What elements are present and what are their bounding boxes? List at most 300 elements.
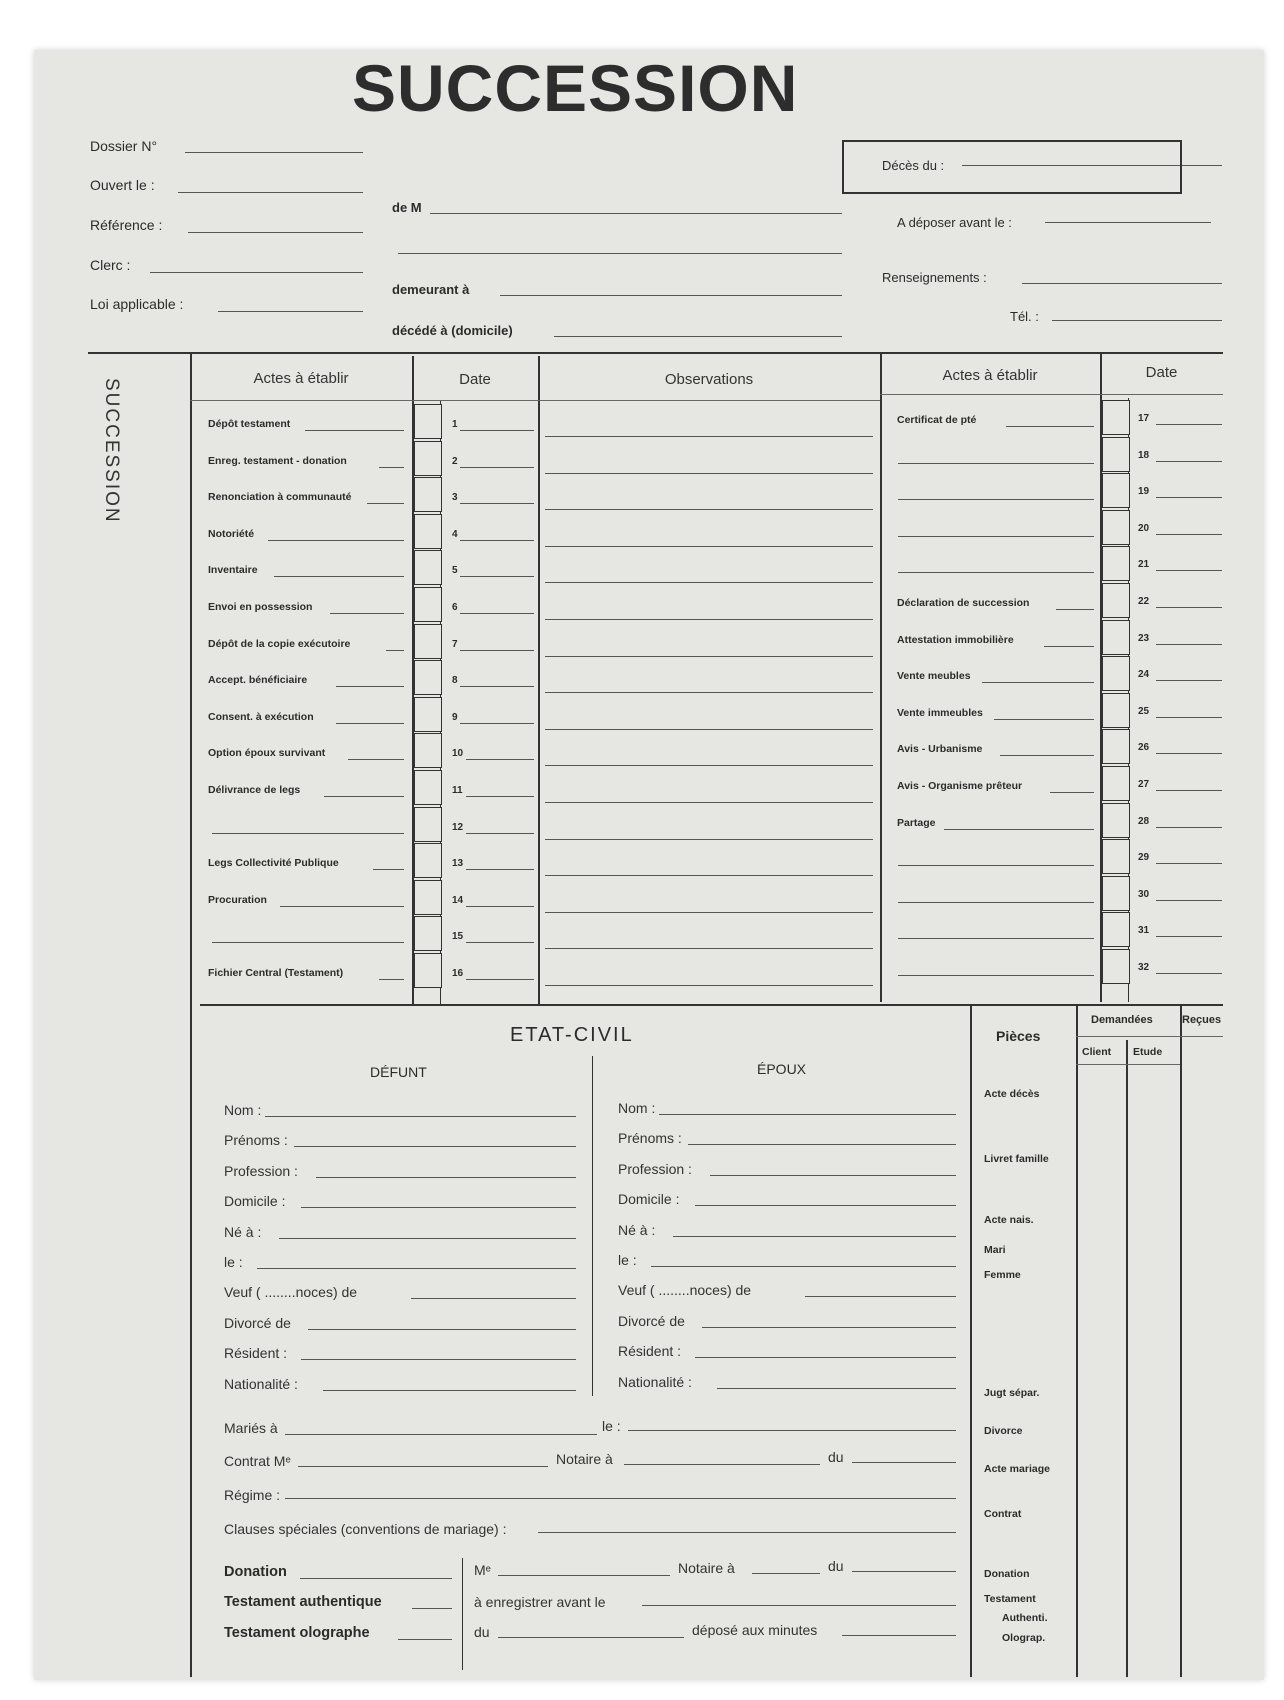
donation-label: Donation [224,1564,287,1580]
left-row-number: 9 [452,711,458,723]
donation-me-label: Mᵉ [474,1562,491,1578]
right-acte-line[interactable] [898,572,1094,573]
left-acte-line[interactable] [212,833,404,834]
right-row-number: 20 [1138,522,1150,534]
col-date-right-header: Date [1145,364,1178,381]
contrat-notaire-field[interactable] [624,1464,820,1465]
right-row-number: 22 [1138,596,1150,607]
left-acte-line[interactable] [330,613,404,614]
right-acte-line[interactable] [898,463,1094,464]
right-date-line[interactable] [1156,753,1222,754]
observation-line[interactable] [545,656,873,657]
right-acte-line[interactable] [1056,609,1094,610]
right-acte-label: Attestation immobilière [897,633,1014,646]
pieces-item: Acte décès [984,1088,1040,1100]
table-top-rule [88,352,1223,354]
de-m-field[interactable] [430,213,842,214]
right-row-number: 19 [1138,486,1150,498]
right-checkbox[interactable] [1102,510,1130,545]
contrat-label: Contrat Mᵉ [224,1453,291,1469]
defunt-field-label: Profession : [224,1162,298,1179]
page-title: SUCCESSION [352,51,799,125]
epoux-field-label: Divorcé de [618,1312,685,1329]
left-date-line[interactable] [460,613,534,614]
deposer-box [842,140,1182,194]
defunt-field-label: Nom : [224,1102,262,1118]
left-checkbox[interactable] [414,550,442,585]
left-acte-line[interactable] [379,979,404,980]
left-row-number: 6 [452,602,458,613]
right-checkbox[interactable] [1102,912,1130,947]
right-date-line[interactable] [1156,570,1222,571]
right-acte-label: Avis - Organisme prêteur [897,780,1023,792]
observation-line[interactable] [545,912,873,913]
left-acte-line[interactable] [367,503,404,504]
defunt-field-line[interactable] [294,1146,576,1147]
right-row-number: 30 [1138,888,1150,900]
etat-civil-top-rule [200,1004,1223,1006]
right-checkbox[interactable] [1102,803,1130,838]
col-actes-header: Actes à établir [253,370,349,387]
right-acte-label: Certificat de pté [897,414,977,426]
col-rule-2 [538,356,540,1006]
defunt-field-line[interactable] [316,1177,576,1178]
right-acte-line[interactable] [898,975,1094,976]
observation-line[interactable] [545,509,873,510]
de-m-field-2[interactable] [398,253,842,254]
left-row-number: 13 [452,858,464,870]
tel-label: Tél. : [1010,309,1039,324]
left-row-number: 16 [452,968,464,979]
left-acte-label: Dépôt testament [208,418,291,430]
epoux-field-line[interactable] [688,1144,956,1145]
left-acte-line[interactable] [324,796,404,797]
right-date-line[interactable] [1156,680,1222,681]
right-row-number: 26 [1138,742,1150,754]
right-date-line[interactable] [1156,461,1222,462]
left-acte-label: Enreg. testament - donation [208,454,347,467]
pieces-header-rule [1076,1036,1223,1037]
donation-du-field[interactable] [852,1571,956,1572]
epoux-field-label: Nationalité : [618,1373,692,1390]
left-acte-line[interactable] [379,467,404,468]
right-checkbox[interactable] [1102,437,1130,472]
observation-line[interactable] [545,729,873,730]
left-checkbox[interactable] [414,441,442,476]
right-acte-line[interactable] [1000,755,1094,756]
left-row-number: 12 [452,821,464,833]
demandees-header: Demandées [1091,1014,1153,1026]
client-header: Client [1082,1046,1112,1058]
right-acte-line[interactable] [944,829,1094,830]
observation-line[interactable] [545,875,873,876]
left-date-line[interactable] [466,906,534,907]
right-acte-line[interactable] [898,938,1094,939]
depose-label: déposé aux minutes [692,1622,818,1638]
left-acte-line[interactable] [336,686,404,687]
left-row-number: 10 [452,748,464,760]
enregistrer-field[interactable] [642,1605,956,1606]
etude-header: Etude [1133,1046,1163,1058]
left-row-number: 3 [452,492,458,504]
pieces-item: Contrat [984,1508,1022,1520]
right-row-number: 28 [1138,815,1150,827]
demeurant-label: demeurant à [392,282,470,297]
depose-field[interactable] [842,1635,956,1636]
left-checkbox[interactable] [414,477,442,512]
right-checkbox[interactable] [1102,766,1130,801]
right-acte-line[interactable] [1050,792,1094,793]
maries-field[interactable] [285,1434,597,1435]
left-acte-label: Envoi en possession [208,601,313,613]
defunt-field-line[interactable] [308,1329,576,1330]
left-checkbox[interactable] [414,880,442,915]
demeurant-field[interactable] [500,295,842,296]
observation-line[interactable] [545,948,873,949]
right-acte-line[interactable] [898,865,1094,866]
epoux-field-label: Résident : [618,1343,682,1360]
contrat-du-label: du [828,1449,844,1465]
observation-line[interactable] [545,692,873,693]
left-date-line[interactable] [460,686,534,687]
pieces-item: Donation [984,1568,1030,1580]
clerc-label: Clerc : [90,257,131,273]
left-acte-line[interactable] [274,576,404,577]
right-checkbox[interactable] [1102,656,1130,691]
left-acte-label: Renonciation à communauté [208,491,352,504]
right-acte-line[interactable] [1044,646,1094,647]
right-checkbox[interactable] [1102,693,1130,728]
pieces-item: Testament [984,1593,1036,1605]
defunt-field-label: Divorcé de [224,1314,291,1331]
pieces-item: Jugt sépar. [984,1387,1040,1399]
pieces-left-rule [970,1004,972,1677]
left-acte-label: Notoriété [208,527,255,540]
testament-auth-field[interactable] [412,1608,452,1609]
left-acte-line[interactable] [280,906,404,907]
olo-du-field[interactable] [498,1637,684,1638]
left-acte-label: Dépôt de la copie exécutoire [208,637,351,650]
donation-notaire-field[interactable] [752,1573,820,1574]
left-checkbox[interactable] [414,770,442,805]
right-row-number: 24 [1138,669,1150,681]
defunt-field-line[interactable] [301,1359,576,1360]
pieces-item: Femme [984,1269,1021,1281]
left-acte-line[interactable] [386,650,404,651]
observation-line[interactable] [545,546,873,547]
right-checkbox[interactable] [1102,400,1130,435]
left-checkbox[interactable] [414,624,442,659]
left-checkbox[interactable] [414,404,442,439]
right-date-line[interactable] [1156,644,1222,645]
left-row-number: 1 [452,419,458,430]
pieces-item: Divorce [984,1425,1023,1437]
pieces-item: Acte mariage [984,1463,1050,1475]
contrat-du-field[interactable] [852,1462,956,1463]
col-actes-right-header: Actes à établir [942,367,1038,384]
epoux-field-line[interactable] [805,1296,957,1297]
right-checkbox[interactable] [1102,546,1130,581]
epoux-field-line[interactable] [695,1357,956,1358]
right-checkbox[interactable] [1102,473,1130,508]
defunt-field-line[interactable] [301,1207,576,1208]
right-row-number: 31 [1138,925,1150,937]
donation-field[interactable] [300,1578,452,1579]
left-acte-line[interactable] [212,942,404,943]
deposer-field[interactable] [1045,222,1211,223]
right-row-number: 23 [1138,632,1150,644]
left-acte-label: Délivrance de legs [208,784,301,796]
clerc-field[interactable] [150,272,363,273]
left-checkbox[interactable] [414,660,442,695]
testament-olo-label: Testament olographe [224,1625,370,1641]
left-row-number: 8 [452,675,458,687]
right-row-number: 29 [1138,852,1150,864]
epoux-field-line[interactable] [717,1388,956,1389]
donation-notaire-label: Notaire à [678,1560,735,1576]
left-date-line[interactable] [466,759,534,760]
left-checkbox[interactable] [414,697,442,732]
testament-olo-field[interactable] [398,1639,452,1640]
right-checkbox[interactable] [1102,620,1130,655]
left-checkbox[interactable] [414,843,442,878]
left-checkbox[interactable] [414,916,442,951]
epoux-field-line[interactable] [710,1175,956,1176]
left-date-line[interactable] [466,833,534,834]
donation-du-label: du [828,1558,844,1574]
clauses-field[interactable] [538,1532,956,1533]
renseignements-label: Renseignements : [882,270,987,285]
left-acte-label: Legs Collectivité Publique [208,857,339,870]
right-date-line[interactable] [1156,973,1222,974]
epoux-field-label: Nom : [618,1100,656,1116]
pieces-item: Olograp. [1002,1632,1046,1644]
defunt-field-label: Né à : [224,1223,262,1240]
defunt-field-label: Nationalité : [224,1375,298,1392]
left-acte-label: Accept. bénéficiaire [208,674,308,687]
reference-field[interactable] [188,232,363,233]
epoux-field-line[interactable] [659,1114,957,1115]
pieces-item: Acte nais. [984,1214,1034,1226]
left-date-line[interactable] [466,942,534,943]
right-date-line[interactable] [1156,534,1222,535]
right-acte-line[interactable] [994,719,1094,720]
left-acte-label: Option époux survivant [208,747,326,760]
epoux-field-label: Prénoms : [618,1130,682,1147]
right-date-line[interactable] [1156,717,1222,718]
header-underline-right [880,394,1223,395]
etat-civil-divider [592,1056,593,1396]
defunt-field-line[interactable] [279,1238,576,1239]
right-date-line[interactable] [1156,863,1222,864]
defunt-field-label: Veuf ( ........noces) de [224,1284,358,1301]
right-date-line[interactable] [1156,497,1222,498]
left-date-line[interactable] [460,540,534,541]
right-checkbox[interactable] [1102,583,1130,618]
regime-field[interactable] [285,1498,956,1499]
observation-line[interactable] [545,473,873,474]
defunt-field-label: Domicile : [224,1193,286,1210]
loi-label: Loi applicable : [90,296,184,312]
right-acte-line[interactable] [1006,426,1094,427]
epoux-field-label: Profession : [618,1160,692,1177]
left-acte-line[interactable] [305,430,404,431]
right-date-line[interactable] [1156,424,1222,425]
vertical-succession-label: SUCCESSION [101,378,122,524]
right-acte-label: Déclaration de succession [897,597,1030,609]
left-row-number: 14 [452,894,464,906]
contrat-field[interactable] [298,1466,548,1467]
right-row-number: 25 [1138,705,1150,717]
left-date-line[interactable] [466,796,534,797]
renseignements-field[interactable] [1022,283,1222,284]
right-checkbox[interactable] [1102,949,1130,984]
right-checkbox[interactable] [1102,729,1130,764]
epoux-field-label: Né à : [618,1221,656,1238]
defunt-field-label: le : [224,1254,243,1270]
right-row-number: 21 [1138,559,1150,571]
col-rule-3 [880,352,882,1002]
pieces-item: Authenti. [1002,1612,1048,1624]
left-date-line[interactable] [466,869,534,870]
defunt-field-label: Résident : [224,1345,288,1362]
de-m-label: de M [392,200,422,215]
recues-header: Reçues [1182,1014,1222,1026]
regime-label: Régime : [224,1487,281,1503]
left-date-line[interactable] [460,503,534,504]
observation-line[interactable] [545,765,873,766]
maries-le-field[interactable] [628,1430,956,1431]
left-date-line[interactable] [460,430,534,431]
right-acte-line[interactable] [898,536,1094,537]
decede-field[interactable] [554,336,842,337]
left-checkbox[interactable] [414,953,442,988]
epoux-field-label: Veuf ( ........noces) de [618,1282,752,1299]
epoux-field-line[interactable] [702,1327,956,1328]
defunt-field-line[interactable] [323,1390,576,1391]
right-date-line[interactable] [1156,607,1222,608]
epoux-field-label: le : [618,1252,637,1268]
observation-line[interactable] [545,619,873,620]
pieces-item: Mari [984,1244,1006,1256]
ouvert-field[interactable] [178,192,363,193]
right-date-line[interactable] [1156,827,1222,828]
observation-line[interactable] [545,802,873,803]
left-date-line[interactable] [460,576,534,577]
defunt-field-line[interactable] [411,1298,577,1299]
right-acte-label: Vente immeubles [897,706,983,719]
left-date-line[interactable] [460,723,534,724]
left-acte-line[interactable] [268,540,404,541]
donation-divider [462,1558,463,1670]
header-underline-left [190,400,880,401]
observation-line[interactable] [545,985,873,986]
epoux-header: ÉPOUX [757,1061,807,1077]
left-acte-label: Inventaire [208,564,258,577]
right-acte-line[interactable] [898,902,1094,903]
reference-label: Référence : [90,217,163,233]
left-acte-label: Consent. à exécution [208,710,314,723]
olo-du-label: du [474,1624,490,1640]
left-checkbox[interactable] [414,514,442,549]
left-margin-rule [190,352,192,1677]
donation-me-field[interactable] [498,1575,670,1576]
contrat-notaire-label: Notaire à [556,1451,613,1467]
clauses-label: Clauses spéciales (conventions de mariage) : [224,1521,507,1537]
tel-field[interactable] [1052,320,1222,321]
defunt-field-label: Prénoms : [224,1132,288,1149]
left-row-number: 4 [452,528,458,540]
right-row-number: 32 [1138,962,1150,973]
left-acte-line[interactable] [336,723,404,724]
right-checkbox[interactable] [1102,839,1130,874]
right-checkbox[interactable] [1102,876,1130,911]
left-row-number: 7 [452,638,458,650]
left-date-line[interactable] [460,467,534,468]
pieces-sub-rule [1076,1064,1180,1065]
right-acte-line[interactable] [898,499,1094,500]
maries-le-label: le : [602,1418,621,1434]
epoux-field-line[interactable] [695,1205,956,1206]
ouvert-label: Ouvert le : [90,177,155,193]
left-checkbox[interactable] [414,733,442,768]
right-acte-line[interactable] [982,682,1094,683]
epoux-field-line[interactable] [651,1266,956,1267]
defunt-header: DÉFUNT [370,1064,427,1080]
left-row-number: 15 [452,931,464,943]
right-date-line[interactable] [1156,790,1222,791]
left-row-number: 2 [452,455,458,467]
enregistrer-label: à enregistrer avant le [474,1594,606,1610]
observation-line[interactable] [545,839,873,840]
epoux-field-line[interactable] [673,1236,956,1237]
left-acte-label: Procuration [208,893,267,906]
right-row-number: 27 [1138,779,1150,790]
right-row-number: 17 [1138,413,1150,424]
defunt-field-line[interactable] [265,1116,577,1117]
maries-label: Mariés à [224,1420,278,1436]
observation-line[interactable] [545,582,873,583]
pieces-rule-2 [1126,1040,1128,1677]
dossier-field[interactable] [185,152,363,153]
defunt-field-line[interactable] [257,1268,576,1269]
left-acte-line[interactable] [373,869,404,870]
epoux-field-label: Domicile : [618,1191,680,1208]
left-date-line[interactable] [460,650,534,651]
right-date-line[interactable] [1156,900,1222,901]
left-checkbox[interactable] [414,587,442,622]
left-acte-line[interactable] [348,759,404,760]
testament-auth-label: Testament authentique [224,1594,382,1610]
left-checkbox[interactable] [414,807,442,842]
right-acte-label: Vente meubles [897,670,971,683]
observation-line[interactable] [545,436,873,437]
col-obs-header: Observations [664,371,754,388]
pieces-rule-3 [1180,1004,1182,1677]
left-date-line[interactable] [466,979,534,980]
left-row-number: 5 [452,565,458,577]
right-acte-label: Avis - Urbanisme [897,743,983,756]
left-acte-label: Fichier Central (Testament) [208,967,344,979]
dossier-label: Dossier N° [90,138,158,154]
loi-field[interactable] [218,311,363,312]
left-row-number: 11 [452,785,463,796]
col-date-header: Date [459,371,491,388]
pieces-header: Pièces [996,1028,1041,1044]
right-date-line[interactable] [1156,936,1222,937]
deces-label: Décès du : [882,158,945,173]
pieces-item: Livret famille [984,1153,1049,1165]
